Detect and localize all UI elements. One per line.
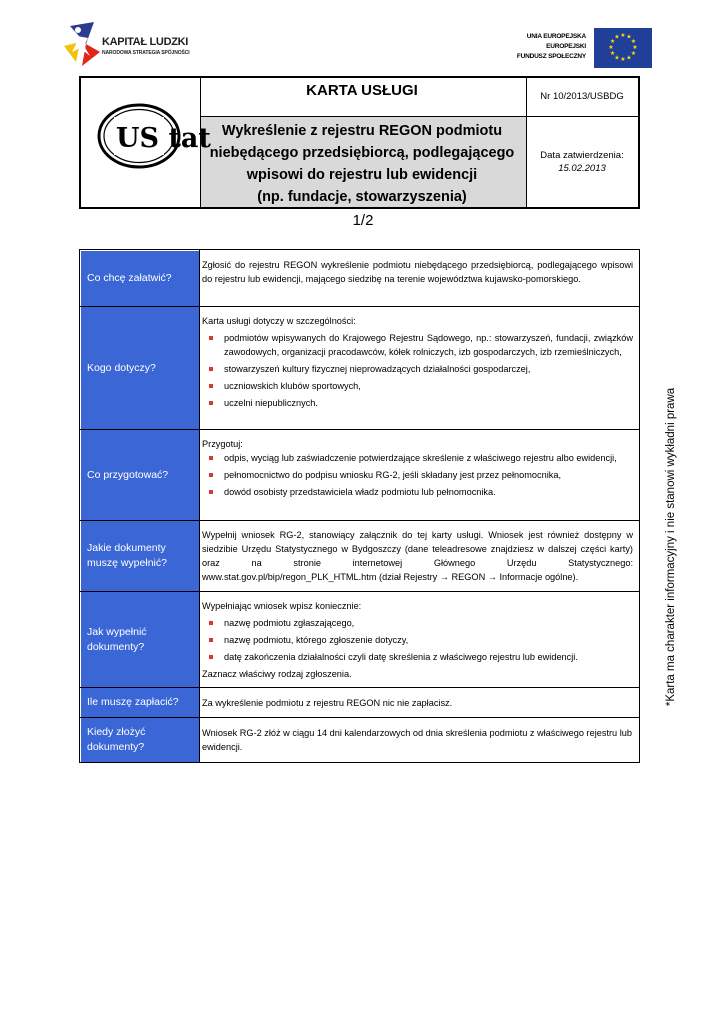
row-content-who [202,314,633,410]
svg-text:★: ★ [614,54,620,62]
svg-text:★: ★ [614,33,620,41]
list-item: stowarzyszeń kultury fizycznej nieprowadzących działalności gospodarczej, [202,362,633,376]
row-label-who: Kogo dotyczy? [81,307,199,429]
list-item: pełnomocnictwo do podpisu wniosku RG-2, jeśli składany jest przez pełnomocnika, [202,468,633,482]
row-label-cost: Ile muszę zapłacić? [81,688,199,717]
list-item: odpis, wyciąg lub zaświadczenie potwierdzające skreślenie z właściwego rejestru albo ewidencji, [202,451,633,465]
list-item: uczelni niepublicznych. [202,396,633,410]
kapital-ludzki-subtitle: NARODOWA STRATEGIA SPÓJNOŚCI [102,50,190,56]
page-number: 1/2 [352,212,374,229]
svg-text:★: ★ [620,32,626,39]
service-title-line-1: Wykreślenie z rejestru REGON podmiotu [221,123,503,139]
svg-text:★: ★ [609,38,616,45]
row-text-when: Wniosek RG-2 złóż w ciągu 14 dni kalendarzowych od dnia skreślenia podmiotu z właściwego rejestru lub ewidencji. [202,728,632,752]
card-number: Nr 10/2013/USBDG [540,91,624,102]
svg-text:★: ★ [620,56,626,63]
service-title [199,120,525,208]
row-content-prepare [202,437,633,499]
kapital-ludzki-emblem-icon [64,22,104,68]
row-outro-how-fill: Zaznacz właściwy rodzaj zgłoszenia. [202,669,352,679]
list-item: podmiotów wpisywanych do Krajowego Rejestru Sądowego, np.: stowarzyszeń, fundacji, związków zawodowych, organizacji pracodawców, kółek rolniczych, izb gospodarczych, izb rzemieślniczych, [202,331,633,359]
row-label-what: Co chcę załatwić? [81,251,199,306]
service-title-line-3: wpisowi do rejestru lub ewidencji [246,167,478,183]
row-text-cost: Za wykreślenie podmiotu z rejestru REGON nic nie zapłacisz. [202,698,453,708]
approval-date: 15.02.2013 [558,163,606,174]
eu-flag-icon [594,28,652,68]
eu-fund-text [498,32,586,62]
svg-text:★: ★ [608,44,614,51]
svg-text:★: ★ [630,50,637,57]
service-title-line-4: (np. fundacje, stowarzyszenia) [257,189,467,205]
svg-text:★: ★ [632,44,638,51]
kapital-ludzki-title: KAPITAŁ LUDZKI [102,36,189,48]
eu-line-3: FUNDUSZ SPOŁECZNY [516,53,586,60]
list-item: nazwę podmiotu, którego zgłoszenie dotyczy, [202,633,633,647]
list-item: uczniowskich klubów sportowych, [202,379,633,393]
side-disclaimer [660,382,682,712]
svg-text:★: ★ [630,38,637,45]
side-disclaimer-text: *Karta ma charakter informacyjny i nie stanowi wykładni prawa [665,387,677,707]
list-item: datę zakończenia działalności czyli datę skreślenia z właściwego rejestru lub ewidencji. [202,650,633,664]
row-content-how-fill [202,599,633,681]
row-text-documents: Wypełnij wniosek RG-2, stanowiący załącznik do tej karty usługi. Wniosek jest również dostępny w siedzibie Urzędu Statystycznego w Bydgoszczy (dane teleadresowe znajdziesz w dalszej części karty) oraz na stronie internetowej Głównego Urzędu Statystycznego: www.stat.gov.pl/bip/regon_PLK_HTML.htm (dział Rejestry → REGON → Informacje ogólne). [202,530,633,582]
svg-text:★: ★ [626,33,632,41]
service-info-table [79,249,640,763]
row-intro-prepare: Przygotuj: [202,439,243,449]
svg-text:★: ★ [609,50,616,57]
ustat-logo [97,103,211,169]
approval-date-label: Data zatwierdzenia: [540,150,624,161]
row-text-what: Zgłosić do rejestru REGON wykreślenie podmiotu niebędącego przedsiębiorcą, podlegającego wpisowi do rejestru lub ewidencji, mającego siedzibę na terenie województwa kujawsko-pomorskiego. [202,260,633,284]
eu-line-1: UNIA EUROPEJSKA [526,33,586,40]
service-title-line-2: niebędącego przedsiębiorcą, podlegającego [209,145,515,161]
ustat-logo-text: US tat [116,123,211,154]
card-title: KARTA USŁUGI [306,82,418,99]
row-intro-how-fill: Wypełniając wniosek wpisz koniecznie: [202,601,362,611]
list-item: dowód osobisty przedstawiciela władz podmiotu lub pełnomocnika. [202,485,633,499]
row-label-when: Kiedy złożyć dokumenty? [81,718,199,762]
eu-line-2: EUROPEJSKI [546,43,586,50]
row-label-prepare: Co przygotować? [81,430,199,520]
svg-text:★: ★ [626,54,632,62]
row-label-how-fill: Jak wypełnić dokumenty? [81,592,199,687]
list-item: nazwę podmiotu zgłaszającego, [202,616,633,630]
row-intro-who: Karta usługi dotyczy w szczególności: [202,316,356,326]
row-label-documents: Jakie dokumenty muszę wypełnić? [81,521,199,591]
